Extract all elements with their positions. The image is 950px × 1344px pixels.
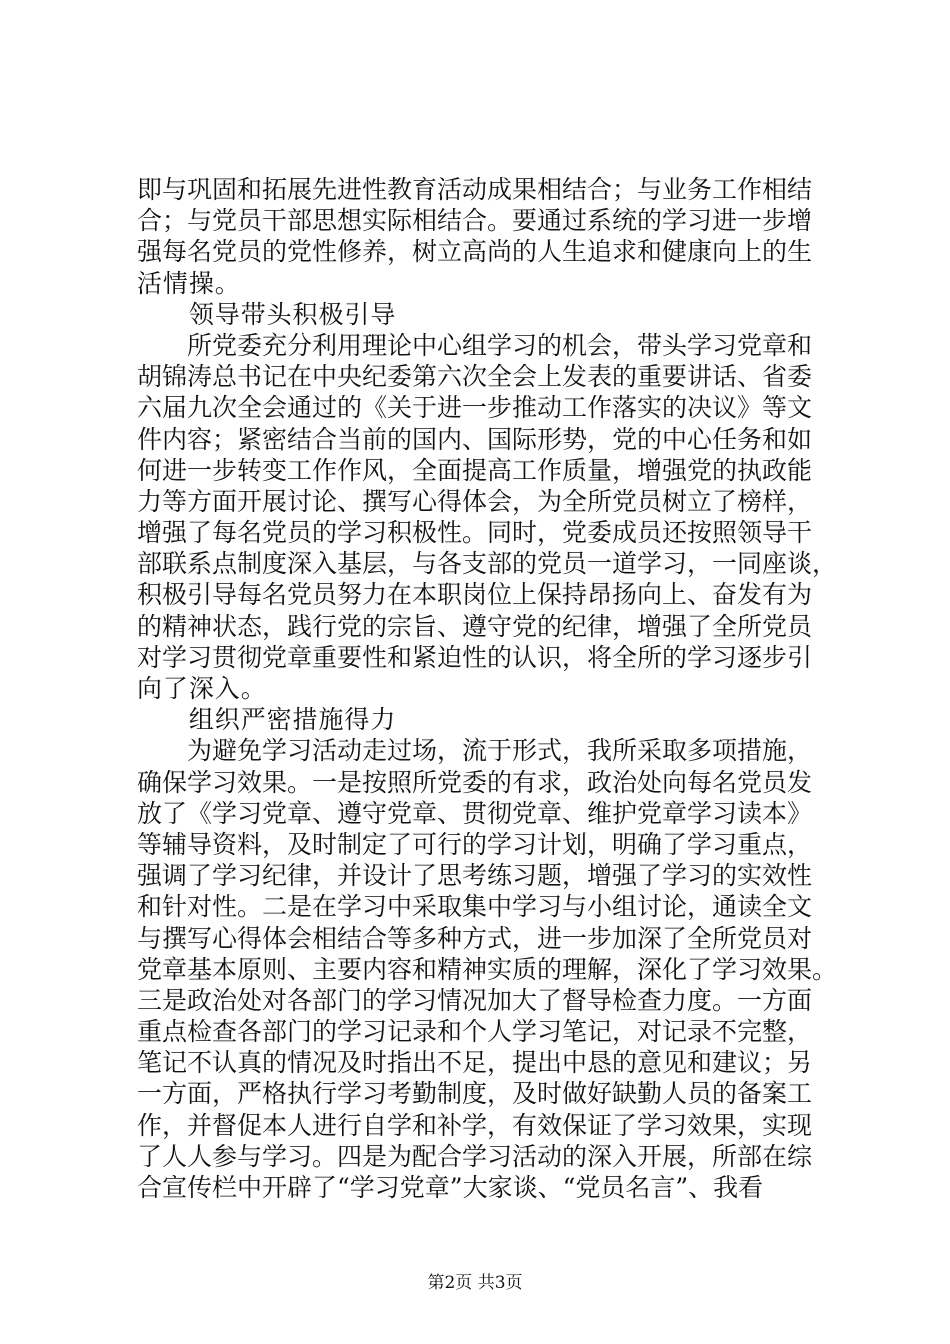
text-line: 组织严密措施得力 (137, 705, 397, 735)
text-line: 三是政治处对各部门的学习情况加大了督导检查力度。一方面 (137, 985, 813, 1015)
text-line: 积极引导每名党员努力在本职岗位上保持昂扬向上、奋发有为 (137, 580, 813, 610)
text-line: 一方面，严格执行学习考勤制度，及时做好缺勤人员的备案工 (137, 1079, 813, 1109)
text-line: 部联系点制度深入基层，与各支部的党员一道学习，一同座谈， (137, 549, 838, 579)
text-line: 活情操。 (137, 268, 241, 298)
text-line: 向了深入。 (137, 674, 267, 703)
text-line: 与撰写心得体会相结合等多种方式，进一步加深了全所党员对 (137, 923, 813, 953)
text-line: 力等方面开展讨论、撰写心得体会，为全所党员树立了榜样， (137, 486, 813, 516)
text-line: 件内容；紧密结合当前的国内、国际形势，党的中心任务和如 (137, 424, 813, 454)
text-line: 重点检查各部门的学习记录和个人学习笔记，对记录不完整， (137, 1017, 813, 1047)
text-line: 增强了每名党员的学习积极性。同时，党委成员还按照领导干 (137, 518, 813, 548)
text-line: 强调了学习纪律，并设计了思考练习题，增强了学习的实效性 (137, 861, 813, 891)
text-line: 六届九次全会通过的《关于进一步推动工作落实的决议》等文 (137, 393, 813, 423)
text-line: 放了《学习党章、遵守党章、贯彻党章、维护党章学习读本》 (137, 798, 813, 828)
text-line: 胡锦涛总书记在中央纪委第六次全会上发表的重要讲话、省委 (137, 362, 813, 392)
text-line: 强每名党员的党性修养，树立高尚的人生追求和健康向上的生 (137, 237, 813, 267)
text-line: 合；与党员干部思想实际相结合。要通过系统的学习进一步增 (137, 206, 813, 236)
text-line: 党章基本原则、主要内容和精神实质的理解，深化了学习效果。 (137, 954, 838, 984)
text-line: 为避免学习活动走过场，流于形式，我所采取多项措施， (137, 736, 813, 766)
text-line: 即与巩固和拓展先进性教育活动成果相结合；与业务工作相结 (137, 175, 813, 204)
text-line: 确保学习效果。一是按照所党委的有求，政治处向每名党员发 (137, 767, 813, 797)
text-line: 和针对性。二是在学习中采取集中学习与小组讨论，通读全文 (137, 892, 813, 922)
text-line: 所党委充分利用理论中心组学习的机会，带头学习党章和 (137, 330, 813, 360)
text-line: 作，并督促本人进行自学和补学，有效保证了学习效果，实现 (137, 1110, 813, 1140)
text-line: 领导带头积极引导 (137, 299, 397, 329)
text-line: 合宣传栏中开辟了“学习党章”大家谈、“党员名言”、我看 (137, 1173, 764, 1202)
document-body (137, 174, 837, 1203)
text-line: 的精神状态，践行党的宗旨、遵守党的纪律，增强了全所党员 (137, 611, 813, 641)
text-line: 了人人参与学习。四是为配合学习活动的深入开展，所部在综 (137, 1141, 813, 1171)
text-line: 何进一步转变工作作风，全面提高工作质量，增强党的执政能 (137, 455, 813, 485)
page-footer: 第2页 共3页 (427, 1273, 523, 1293)
text-line: 对学习贯彻党章重要性和紧迫性的认识，将全所的学习逐步引 (137, 642, 813, 672)
text-line: 等辅导资料，及时制定了可行的学习计划，明确了学习重点， (137, 829, 813, 859)
text-line: 笔记不认真的情况及时指出不足，提出中恳的意见和建议；另 (137, 1048, 813, 1078)
